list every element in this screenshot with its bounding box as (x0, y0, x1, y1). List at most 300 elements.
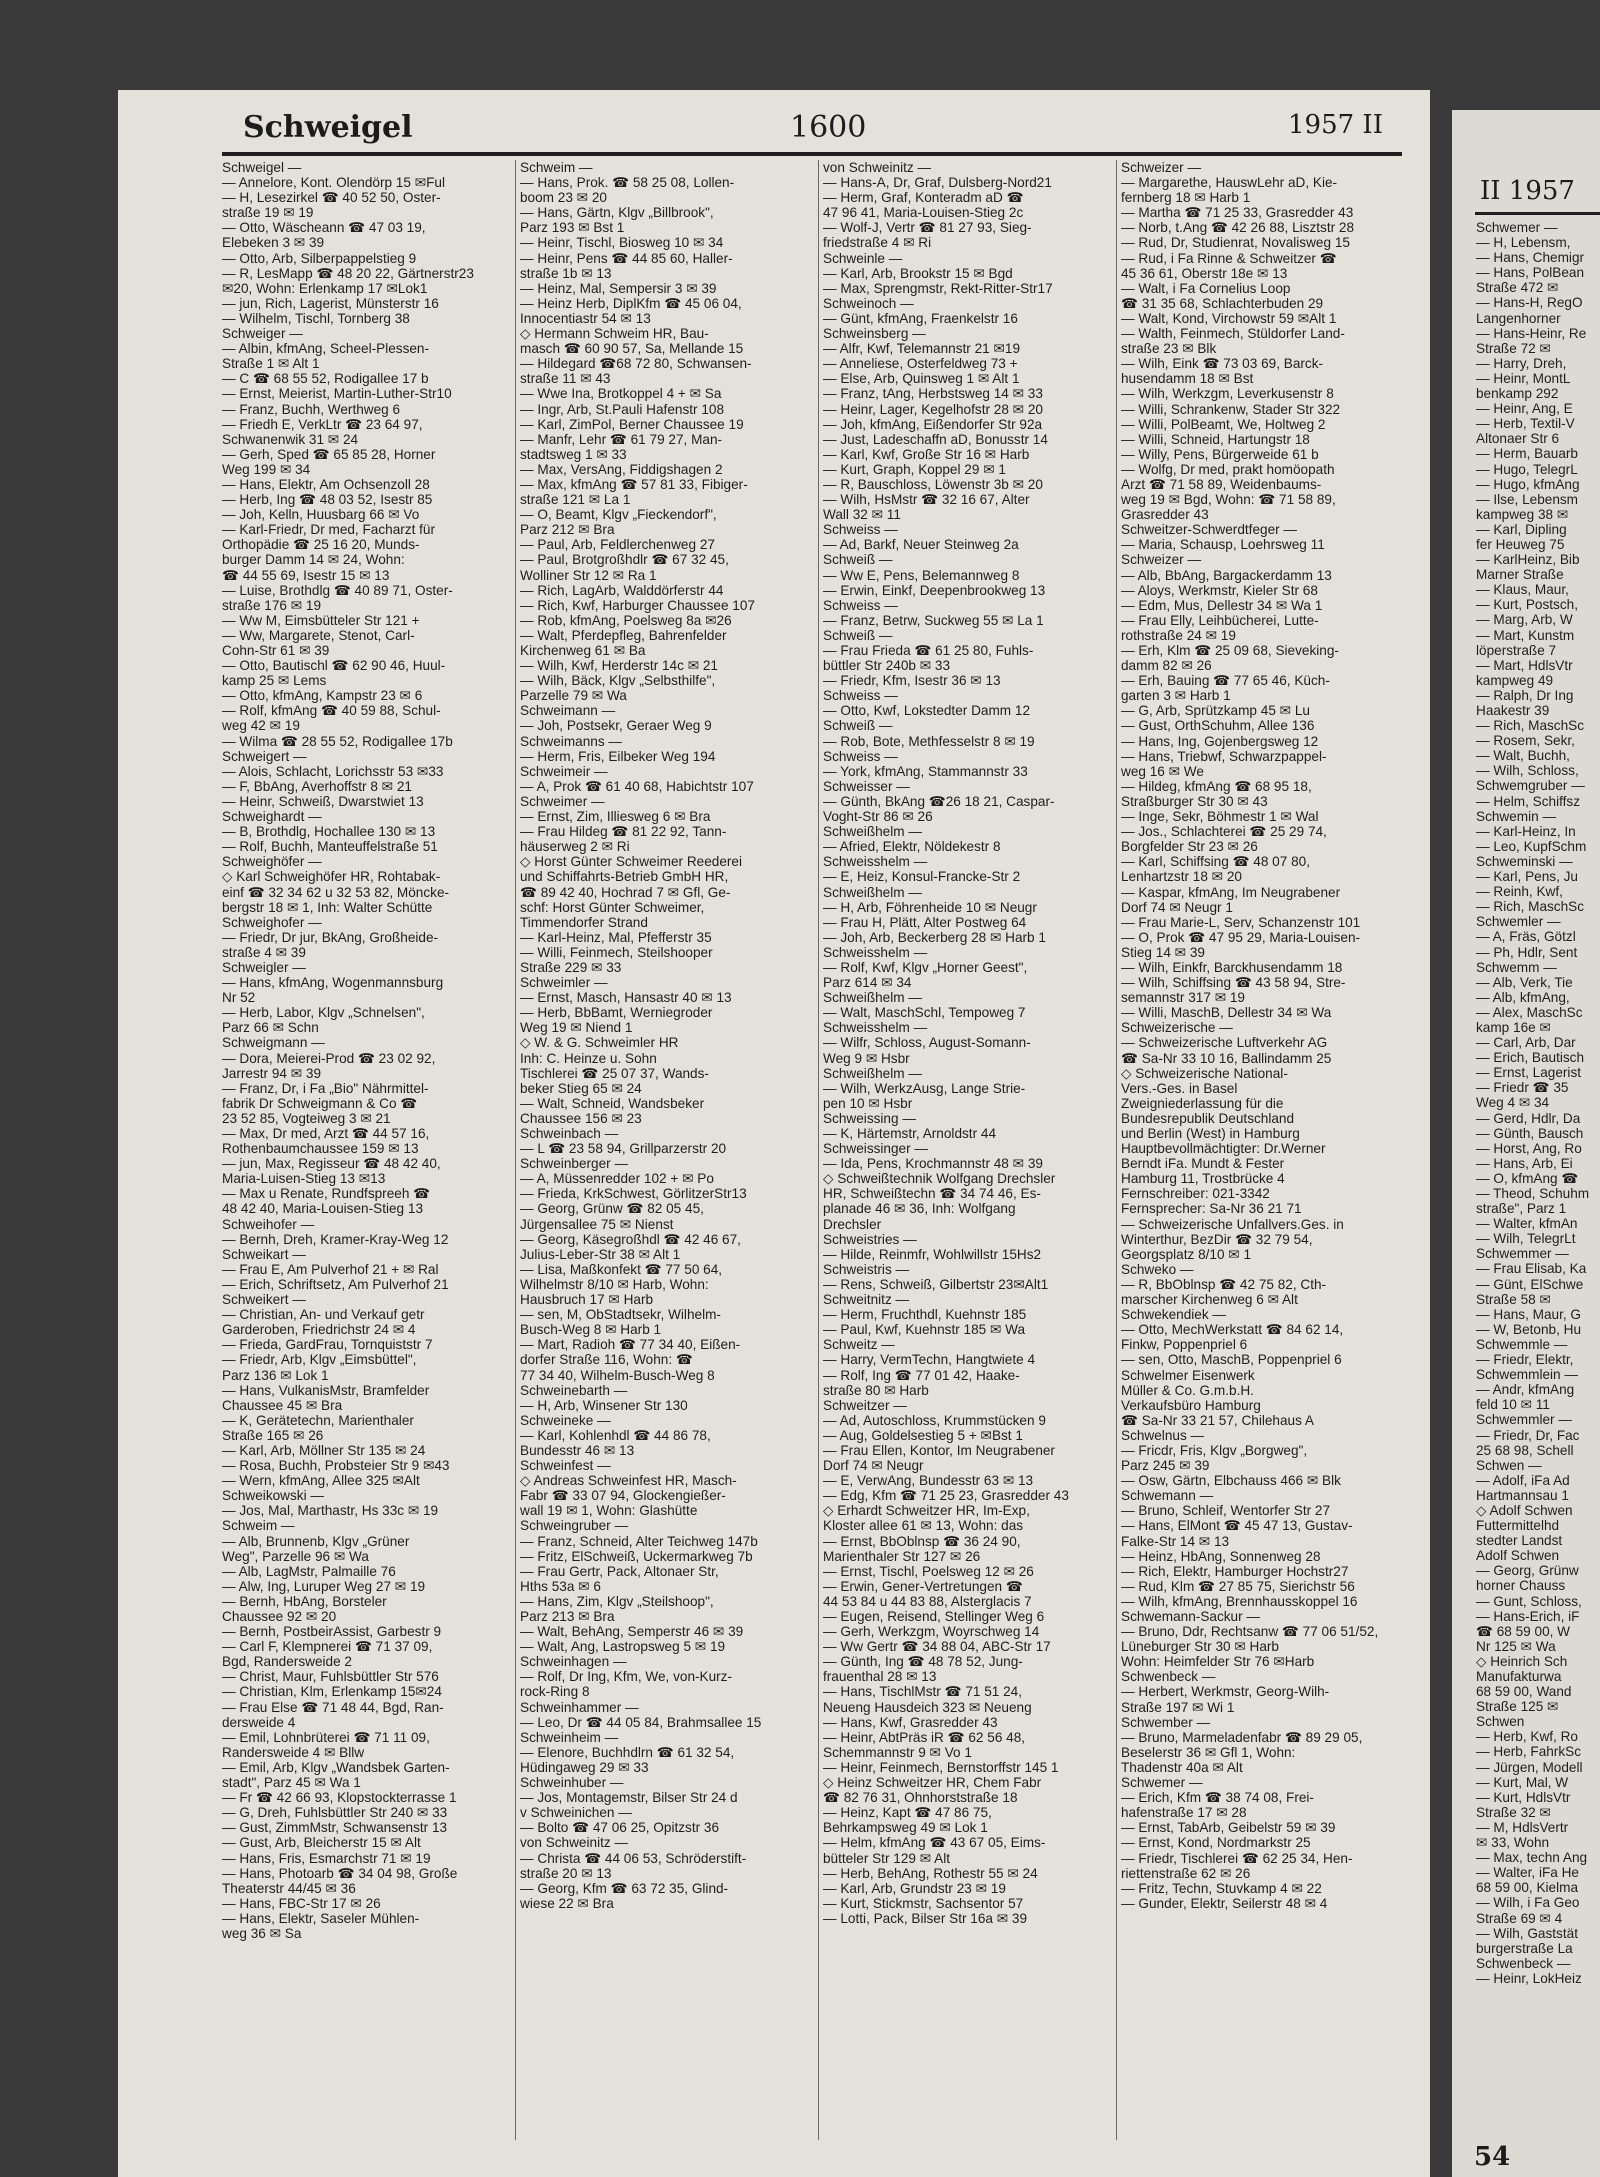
directory-entry-line: Wolliner Str 12 ✉ Ra 1 (520, 567, 657, 583)
header-rule (222, 152, 1402, 156)
directory-entry-line: stadt", Parz 45 ✉ Wa 1 (222, 1775, 361, 1791)
directory-entry-line: — Norb, t.Ang ☎ 42 26 88, Lisztstr 28 (1121, 220, 1355, 236)
directory-entry-line: — Wilh, i Fa Geo (1476, 1895, 1580, 1911)
directory-entry-line: Schwen — (1476, 1457, 1542, 1473)
directory-entry-line: — Alw, Ing, Luruper Weg 27 ✉ 19 (222, 1578, 426, 1594)
directory-entry-line: — Helm, Schiffsz (1476, 793, 1580, 809)
directory-entry-line: — Rob, Bote, Methfesselstr 8 ✉ 19 (823, 733, 1035, 749)
directory-entry-line: — Heinr, Tischl, Biosweg 10 ✉ 34 (520, 235, 724, 251)
directory-entry-line: — Dora, Meierei-Prod ☎ 23 02 92, (222, 1050, 436, 1066)
directory-entry-line: Schweissinger — (823, 1141, 929, 1157)
directory-entry-line: — B, Brothdlg, Hochallee 130 ✉ 13 (222, 824, 436, 840)
directory-entry-line: Schweminski — (1476, 853, 1573, 869)
directory-entry-line: Straßburger Str 30 ✉ 43 (1121, 793, 1268, 809)
directory-entry-line: — R, Bauschloss, Löwenstr 3b ✉ 20 (823, 476, 1043, 492)
directory-entry-line: — Paul, Kwf, Kuehnstr 185 ✉ Wa (823, 1322, 1026, 1338)
directory-entry-line: Fabr ☎ 33 07 94, Glockengießer- (520, 1488, 726, 1504)
directory-entry-line: — Herb, Ing ☎ 48 03 52, Isestr 85 (222, 492, 433, 508)
directory-entry-line: — Rud, Dr, Studienrat, Novalisweg 15 (1121, 235, 1350, 251)
directory-entry-line: HR, Schweißtechn ☎ 34 74 46, Es- (823, 1186, 1041, 1202)
directory-entry-line: — Ernst, Meierist, Martin-Luther-Str10 (222, 386, 452, 402)
directory-entry-line: — Ww Gertr ☎ 34 88 04, ABC-Str 17 (823, 1639, 1051, 1655)
directory-entry-line: — Jos., Schlachterei ☎ 25 29 74, (1121, 824, 1327, 840)
directory-entry-line: Kirchenweg 61 ✉ Ba (520, 643, 646, 658)
directory-entry-line: — Wilh, Werkzgm, Leverkusenstr 8 (1121, 386, 1334, 402)
directory-entry-line: — Walt, MaschSchl, Tempoweg 7 (823, 1005, 1026, 1021)
directory-entry-line: — M, HdlsVertr (1476, 1819, 1569, 1835)
directory-entry-line: — Jos, Montagemstr, Bilser Str 24 d (520, 1790, 738, 1806)
directory-entry-line: — Emil, Arb, Klgv „Wandsbek Garten- (222, 1759, 450, 1775)
directory-entry-line: marscher Kirchenweg 6 ✉ Alt (1121, 1292, 1298, 1308)
directory-entry-line: Schwemin — (1476, 808, 1557, 824)
directory-entry-line: — Rud, Klm ☎ 27 85 75, Sierichstr 56 (1121, 1578, 1355, 1594)
directory-entry-line: Randersweide 4 ✉ Bllw (222, 1744, 365, 1760)
directory-entry-line: Marienthaler Str 127 ✉ 26 (823, 1548, 981, 1564)
directory-entry-line: — Maria, Schausp, Loehrsweg 11 (1121, 537, 1325, 553)
directory-entry-line: — K, Gerätetechn, Marienthaler (222, 1412, 414, 1428)
directory-entry-line: — E, VerwAng, Bundesstr 63 ✉ 13 (823, 1473, 1034, 1489)
directory-entry-line: — Erwin, Gener-Vertretungen ☎ (823, 1578, 1023, 1594)
directory-entry-line: — Walter, iFa He (1476, 1865, 1579, 1881)
directory-entry-line: — Bolto ☎ 47 06 25, Opitzstr 36 (520, 1820, 720, 1836)
directory-entry-line: Schwemmer — (1476, 1246, 1569, 1262)
directory-entry-line: — Aloys, Werkmstr, Kieler Str 68 (1121, 582, 1318, 598)
directory-entry-line: Straße 58 ✉ (1476, 1291, 1551, 1307)
directory-entry-line: Parz 66 ✉ Schn (222, 1020, 319, 1036)
directory-entry-line: Schwemer — (1121, 1775, 1203, 1791)
directory-entry-line: Hüdingaweg 29 ✉ 33 (520, 1759, 649, 1775)
directory-entry-line: — Willi, Schneid, Hartungstr 18 (1121, 431, 1310, 447)
directory-entry-line: Behrkampsweg 49 ✉ Lok 1 (823, 1820, 988, 1836)
directory-entry-line: Schweißhelm — (823, 1065, 922, 1081)
directory-entry-line: — Gunder, Elektr, Seilerstr 48 ✉ 4 (1121, 1895, 1328, 1911)
directory-entry-line: Drechsler (823, 1216, 882, 1232)
directory-entry-line: Schweim — (520, 160, 593, 175)
directory-entry-line: — Afried, Elektr, Nöldekestr 8 (823, 839, 1001, 855)
directory-entry-line: — Heinr, Lager, Kegelhofstr 28 ✉ 20 (823, 401, 1043, 417)
directory-entry-line: — R, LesMapp ☎ 48 20 22, Gärtnerstr23 (222, 265, 474, 281)
directory-entry-line: — Wilh, Kwf, Herderstr 14c ✉ 21 (520, 658, 718, 674)
directory-entry-line: Schweihofer — (222, 1216, 315, 1232)
directory-entry-line: — Jos, Mal, Marthastr, Hs 33c ✉ 19 (222, 1503, 439, 1519)
directory-entry-line: Schweisshelm — (823, 1020, 928, 1036)
directory-entry-line: — Willi, Schrankenw, Stader Str 322 (1121, 401, 1341, 417)
directory-entry-line: — Joh, Postsekr, Geraer Weg 9 (520, 718, 712, 734)
directory-entry-line: — Max, Sprengmstr, Rekt-Ritter-Str17 (823, 280, 1053, 296)
directory-entry-line: kampweg 38 ✉ (1476, 506, 1569, 522)
directory-entry-line: — Ernst, Zim, Illiesweg 6 ✉ Bra (520, 809, 711, 825)
directory-entry-line: Schweiss — (823, 748, 898, 764)
directory-entry-line: — Joh, Kelln, Huusbarg 66 ✉ Vo (222, 507, 420, 523)
directory-entry-line: Schweiß — (823, 552, 893, 568)
directory-entry-line: Schwelmer Eisenwerk (1121, 1367, 1255, 1383)
directory-entry-line: Garderoben, Friedrichstr 24 ✉ 4 (222, 1322, 416, 1338)
directory-entry-line: — Karl-Friedr, Dr med, Facharzt für (222, 522, 436, 538)
directory-entry-line: — Kurt, Graph, Koppel 29 ✉ 1 (823, 461, 1006, 477)
directory-entry-line: — Carl, Arb, Dar (1476, 1035, 1576, 1051)
directory-entry-line: — Frieda, KrkSchwest, GörlitzerStr13 (520, 1186, 747, 1202)
directory-entry-line: — Walter, kfmAn (1476, 1216, 1578, 1232)
directory-entry-line: — Erh, Klm ☎ 25 09 68, Sieveking- (1121, 643, 1339, 658)
directory-entry-line: — Friedr, Tischlerei ☎ 62 25 34, Hen- (1121, 1850, 1353, 1866)
directory-entry-line: — Walt, BehAng, Semperstr 46 ✉ 39 (520, 1624, 744, 1640)
directory-entry-line: Parz 245 ✉ 39 (1121, 1458, 1210, 1474)
directory-entry-line: straße 80 ✉ Harb (823, 1382, 929, 1398)
directory-entry-line: — Hans, PolBean (1476, 265, 1585, 281)
directory-entry-line: Straße 229 ✉ 33 (520, 959, 622, 975)
directory-entry-line: Wilhelmstr 8/10 ✉ Harb, Wohn: (520, 1276, 709, 1292)
directory-entry-line: Cohn-Str 61 ✉ 39 (222, 643, 330, 658)
directory-entry-line: Schweim — (222, 1518, 295, 1534)
directory-entry-line: — Andr, kfmAng (1476, 1382, 1575, 1398)
directory-entry-line: — Hans, Elektr, Am Ochsenzoll 28 (222, 476, 430, 492)
directory-entry-line: Schemmannstr 9 ✉ Vo 1 (823, 1744, 972, 1760)
directory-entry-line: Schweitzer — (823, 1397, 907, 1413)
directory-entry-line: — Herm, Bauarb (1476, 446, 1578, 462)
directory-entry-line: — Karl, Pens, Ju (1476, 869, 1578, 885)
directory-entry-line: Hamburg 11, Trostbrücke 4 (1121, 1171, 1285, 1187)
directory-entry-line: — Alb, LagMstr, Palmaille 76 (222, 1563, 396, 1579)
directory-entry-line: — Leo, KupfSchm (1476, 838, 1587, 854)
directory-entry-line: Schwember — (1121, 1714, 1211, 1730)
directory-entry-line: Parz 212 ✉ Bra (520, 522, 615, 538)
directory-entry-line: Chaussee 45 ✉ Bra (222, 1397, 343, 1413)
directory-entry-line: — Rolf, Dr Ing, Kfm, We, von-Kurz- (520, 1669, 733, 1685)
directory-entry-line: — Edg, Kfm ☎ 71 25 23, Grasredder 43 (823, 1488, 1069, 1504)
directory-entry-line: Schweißhelm — (823, 990, 922, 1006)
column-4 (1121, 160, 1406, 2160)
directory-entry-line: weg 16 ✉ We (1121, 763, 1204, 779)
directory-entry-line: — Friedr, Arb, Klgv „Eimsbüttel", (222, 1352, 417, 1368)
directory-entry-line: Straße 72 ✉ (1476, 340, 1551, 356)
directory-entry-line: — Hans, Ing, Gojenbergsweg 12 (1121, 733, 1319, 749)
directory-entry-line: — Hans-H, RegO (1476, 295, 1583, 311)
directory-entry-line: — A, Müssenredder 102 + ✉ Po (520, 1171, 714, 1187)
directory-entry-line: — Christ, Maur, Fuhlsbüttler Str 576 (222, 1669, 439, 1685)
directory-entry-line: — Bernh, PostbeirAssist, Garbestr 9 (222, 1624, 442, 1640)
directory-entry-line: Schwenbeck — (1476, 1955, 1571, 1971)
directory-entry-line: — Mart, HdlsVtr (1476, 657, 1573, 673)
directory-entry-line: — Fricdr, Fris, Klgv „Borgweg", (1121, 1442, 1308, 1458)
directory-entry-line: Futtermittelhd (1476, 1518, 1560, 1534)
directory-entry-line: Schweikart — (222, 1246, 306, 1262)
directory-entry-line: — Günt, ElSchwe (1476, 1276, 1584, 1292)
directory-entry-line: dersweide 4 (222, 1714, 296, 1730)
directory-entry-line: — Harry, Dreh, (1476, 355, 1567, 371)
directory-entry-line: — Wolf-J, Vertr ☎ 81 27 93, Sieg- (823, 220, 1032, 236)
directory-entry-line: straße 19 ✉ 19 (222, 205, 314, 221)
directory-entry-line: Nr 52 (222, 990, 256, 1006)
facing-page-rule (1475, 212, 1600, 215)
column-1 (222, 160, 474, 2160)
directory-entry-line: — Ww, Margarete, Stenot, Carl- (222, 627, 415, 643)
directory-entry-line: ☎ 31 35 68, Schlachterbuden 29 (1121, 295, 1324, 311)
directory-entry-line: — Heinr, Pens ☎ 44 85 60, Haller- (520, 250, 733, 266)
directory-entry-line: — Ad, Autoschloss, Krummstücken 9 (823, 1412, 1046, 1428)
directory-entry-line: Parz 213 ✉ Bra (520, 1609, 615, 1624)
directory-entry-line: — Wilh, HsMstr ☎ 32 16 67, Alter (823, 492, 1030, 508)
directory-entry-line: rock-Ring 8 (520, 1684, 590, 1700)
directory-entry-line: Straße 125 ✉ (1476, 1699, 1559, 1715)
facing-page-column (1476, 220, 1600, 2170)
directory-entry-line: — Herb, Textil-V (1476, 416, 1575, 432)
directory-entry-line: Parz 136 ✉ Lok 1 (222, 1367, 329, 1383)
directory-entry-line: — Herb, BbBamt, Werniegroder (520, 1005, 713, 1021)
directory-entry-line: ☎ 68 59 00, W (1476, 1623, 1571, 1639)
directory-entry-line: Hartmannsau 1 (1476, 1487, 1569, 1503)
directory-entry-line: weg 42 ✉ 19 (222, 718, 300, 734)
directory-entry-line: — Rob, kfmAng, Poelsweg 8a ✉26 (520, 612, 732, 628)
directory-entry-line: — Wolfg, Dr med, prakt homöopath (1121, 461, 1335, 477)
directory-entry-line: — Gust, ZimmMstr, Schwansenstr 13 (222, 1820, 448, 1836)
directory-entry-line: — Gust, OrthSchuhm, Allee 136 (1121, 718, 1315, 734)
directory-entry-line: ◇ Schweizerische National- (1121, 1065, 1288, 1081)
directory-entry-line: — Marg, Arb, W (1476, 612, 1573, 628)
directory-entry-line: ◇ Heinrich Sch (1476, 1653, 1568, 1669)
directory-entry-line: Schweizer — (1121, 552, 1202, 568)
directory-entry-line: — Ernst, Masch, Hansastr 40 ✉ 13 (520, 990, 732, 1006)
directory-entry-line: Schweiss — (823, 597, 898, 613)
directory-entry-line: — Wilhelm, Tischl, Tornberg 38 (222, 310, 410, 326)
directory-entry-line: — O, Prok ☎ 47 95 29, Maria-Louisen- (1121, 929, 1361, 945)
directory-entry-line: — Wilh, Einkfr, Barckhusendamm 18 (1121, 959, 1343, 975)
directory-entry-line: — Carl F, Klempnerei ☎ 71 37 09, (222, 1639, 433, 1655)
directory-entry-line: 77 34 40, Wilhelm-Busch-Weg 8 (520, 1367, 715, 1383)
directory-entry-line: — Hugo, kfmAng (1476, 476, 1580, 492)
column-divider (1116, 160, 1117, 2140)
directory-entry-line: — Bernh, HbAng, Borsteler (222, 1593, 387, 1609)
directory-entry-line: 47 96 41, Maria-Louisen-Stieg 2c (823, 205, 1024, 221)
directory-entry-line: — Rolf, kfmAng ☎ 40 59 88, Schul- (222, 703, 441, 719)
directory-entry-line: Wall 32 ✉ 11 (823, 507, 901, 523)
directory-entry-line: boom 23 ✉ 20 (520, 190, 607, 206)
directory-entry-line: Schwemler — (1476, 914, 1561, 930)
directory-entry-line: — Frau Ellen, Kontor, Im Neugrabener (823, 1442, 1055, 1458)
directory-entry-line: — Otto, kfmAng, Kampstr 23 ✉ 6 (222, 688, 423, 704)
directory-entry-line: — L ☎ 23 58 94, Grillparzerstr 20 (520, 1141, 727, 1157)
directory-entry-line: — Erh, Bauing ☎ 77 65 46, Küch- (1121, 673, 1330, 689)
directory-entry-line: — Wilh, Schiffsing ☎ 43 58 94, Stre- (1121, 975, 1346, 991)
directory-entry-line: Schwekendiek — (1121, 1307, 1227, 1323)
directory-entry-line: — Rens, Schweiß, Gilbertstr 23✉Alt1 (823, 1276, 1049, 1292)
directory-entry-line: Schweitnitz — (823, 1292, 910, 1308)
running-head: Schweigel (243, 110, 413, 145)
directory-entry-line: — Mart, Radioh ☎ 77 34 40, Eißen- (520, 1337, 741, 1353)
directory-entry-line: — Heinr, LokHeiz (1476, 1970, 1582, 1986)
directory-entry-line: — Max u Renate, Rundfspreeh ☎ (222, 1186, 431, 1202)
directory-entry-line: Altonaer Str 6 (1476, 431, 1560, 447)
directory-entry-line: Haakestr 39 (1476, 703, 1550, 718)
directory-entry-line: Schwemmler — (1476, 1412, 1572, 1428)
directory-entry-line: — Hans, Zim, Klgv „Steilshoop", (520, 1593, 714, 1609)
directory-entry-line: — Fritz, ElSchweiß, Uckermarkweg 7b (520, 1548, 753, 1564)
directory-entry-line: Schweißhelm — (823, 884, 922, 900)
directory-entry-line: — Rosem, Sekr, (1476, 733, 1575, 749)
directory-entry-line: — Hans, Triebwf, Schwarzpappel- (1121, 748, 1327, 764)
directory-entry-line: straße", Parz 1 (1476, 1201, 1567, 1217)
directory-entry-line: — Frau H, Plätt, Alter Postweg 64 (823, 914, 1027, 930)
directory-entry-line: Langenhorner (1476, 310, 1561, 326)
directory-entry-line: — K, Härtemstr, Arnoldstr 44 (823, 1126, 997, 1141)
directory-entry-line: rothstraße 24 ✉ 19 (1121, 627, 1236, 643)
directory-entry-line: Zweigniederlassung für die (1121, 1095, 1284, 1111)
directory-entry-line: — Rolf, Ing ☎ 77 01 42, Haake- (823, 1367, 1020, 1383)
directory-entry-line: — Edm, Mus, Dellestr 34 ✉ Wa 1 (1121, 597, 1323, 613)
directory-entry-line: — Wilh, kfmAng, Brennhausskoppel 16 (1121, 1593, 1358, 1609)
directory-entry-line: Schwemgruber — (1476, 778, 1585, 794)
directory-entry-line: — Paul, Arb, Feldlerchenweg 27 (520, 537, 715, 553)
directory-entry-line: — Karl, Arb, Grundstr 23 ✉ 19 (823, 1880, 1006, 1896)
directory-entry-line: Schweiss — (823, 522, 898, 538)
directory-entry-line: Weg 4 ✉ 34 (1476, 1095, 1550, 1111)
directory-entry-line: Schwemmle — (1476, 1336, 1568, 1352)
directory-entry-line: Schweinbach — (520, 1126, 619, 1141)
directory-entry-line: — Hans, kfmAng, Wogenmannsburg (222, 975, 444, 991)
directory-entry-line: — Theod, Schuhm (1476, 1186, 1590, 1201)
directory-entry-line: — Christian, Klm, Erlenkamp 15✉24 (222, 1684, 442, 1700)
directory-entry-line: — Ernst, BbOblnsp ☎ 36 24 90, (823, 1533, 1021, 1549)
directory-entry-line: straße 23 ✉ Blk (1121, 341, 1217, 357)
directory-entry-line: Straße 197 ✉ Wi 1 (1121, 1699, 1235, 1715)
directory-entry-line: — Willy, Pens, Bürgerweide 61 b (1121, 446, 1319, 462)
directory-entry-line: Parzelle 79 ✉ Wa (520, 688, 627, 704)
directory-entry-line: — Kurt, Mal, W (1476, 1774, 1569, 1790)
directory-entry-line: — Erwin, Einkf, Deepenbrookweg 13 (823, 582, 1046, 598)
directory-entry-line: ◇ Andreas Schweinfest HR, Masch- (520, 1473, 737, 1489)
directory-entry-line: — Franz, tAng, Herbstsweg 14 ✉ 33 (823, 386, 1043, 402)
directory-entry-line: — Hans, Elektr, Saseler Mühlen- (222, 1910, 420, 1926)
directory-entry-line: — Lisa, Maßkonfekt ☎ 77 50 64, (520, 1261, 723, 1277)
directory-entry-line: Schweimanns — (520, 733, 622, 749)
directory-entry-line: Arzt ☎ 71 58 89, Weidenbaums- (1121, 476, 1322, 492)
directory-entry-line: Schweitzer-Schwerdtfeger — (1121, 522, 1298, 538)
directory-entry-line: Dorf 74 ✉ Neugr (823, 1458, 924, 1474)
directory-entry-line: Schweizerische — (1121, 1020, 1233, 1036)
directory-entry-line: Finkw, Poppenpriel 6 (1121, 1337, 1248, 1353)
directory-entry-line: — Ilse, Lebensm (1476, 491, 1578, 507)
directory-entry-line: Parz 614 ✉ 34 (823, 975, 912, 991)
directory-entry-line: — Hans-Heinr, Re (1476, 325, 1587, 341)
directory-entry-line: Thadenstr 40a ✉ Alt (1121, 1759, 1243, 1775)
directory-entry-line: Schweinebarth — (520, 1382, 628, 1398)
directory-entry-line: straße 4 ✉ 39 (222, 944, 306, 960)
directory-entry-line: — Franz, Dr, i Fa „Bio" Nährmittel- (222, 1080, 429, 1096)
directory-entry-line: — Heinz, Kapt ☎ 47 86 75, (823, 1805, 992, 1821)
directory-entry-line: — Alb, kfmAng, (1476, 989, 1570, 1005)
directory-entry-line: — Heinr, Ang, E (1476, 401, 1573, 417)
directory-entry-line: — Alex, MaschSc (1476, 1004, 1583, 1020)
directory-entry-line: kampweg 49 (1476, 672, 1554, 688)
directory-entry-line: — Georg, Grünw (1476, 1563, 1579, 1579)
directory-entry-line: — Frieda, GardFrau, Tornquiststr 7 (222, 1337, 433, 1353)
directory-entry-line: fabrik Dr Schweigmann & Co ☎ (222, 1095, 418, 1111)
directory-entry-line: — Max, kfmAng ☎ 57 81 33, Fibiger- (520, 476, 748, 492)
directory-entry-line: — Otto, Bautischl ☎ 62 90 46, Huul- (222, 658, 446, 674)
directory-entry-line: Schweigert — (222, 748, 307, 764)
directory-entry-line: Nr 125 ✉ Wa (1476, 1638, 1556, 1654)
directory-entry-line: ◇ Karl Schweighöfer HR, Rohtabak- (222, 869, 441, 885)
directory-entry-line: — Heinz Herb, DiplKfm ☎ 45 06 04, (520, 295, 742, 311)
directory-entry-line: — Ralph, Dr Ing (1476, 687, 1574, 703)
directory-entry-line: — Ph, Hdlr, Sent (1476, 944, 1578, 960)
directory-entry-line: straße 11 ✉ 43 (520, 371, 611, 387)
directory-entry-line: — Hildeg, kfmAng ☎ 68 95 18, (1121, 778, 1312, 794)
directory-entry-line: Berndt iFa. Mundt & Fester (1121, 1156, 1285, 1172)
directory-entry-line: garten 3 ✉ Harb 1 (1121, 688, 1231, 704)
directory-entry-line: Schweinhagen — (520, 1654, 627, 1670)
directory-entry-line: Schweighöfer — (222, 854, 322, 870)
directory-entry-line: Parz 193 ✉ Bst 1 (520, 220, 625, 236)
directory-entry-line: 44 53 84 u 44 83 88, Alsterglacis 7 (823, 1593, 1032, 1609)
directory-entry-line: — Ida, Pens, Krochmannstr 48 ✉ 39 (823, 1156, 1043, 1172)
directory-entry-line: straße 20 ✉ 13 (520, 1865, 612, 1881)
directory-entry-line: Bundesstr 46 ✉ 13 (520, 1442, 635, 1458)
directory-entry-line: Borgfelder Str 23 ✉ 26 (1121, 839, 1258, 855)
directory-entry-line: — Harry, VermTechn, Hangtwiete 4 (823, 1352, 1036, 1368)
directory-entry-line: — Walt, Kond, Virchowstr 59 ✉Alt 1 (1121, 310, 1337, 326)
directory-entry-line: — Anneliese, Osterfeldweg 73 + (823, 356, 1018, 372)
directory-entry-line: ✉ 33, Wohn (1476, 1835, 1550, 1851)
directory-entry-line: — Rolf, Kwf, Klgv „Horner Geest", (823, 959, 1028, 975)
directory-entry-line: Adolf Schwen (1476, 1548, 1560, 1564)
directory-entry-line: — Frau Gertr, Pack, Altonaer Str, (520, 1563, 719, 1579)
directory-entry-line: Straße 69 ✉ 4 (1476, 1910, 1563, 1926)
directory-entry-line: Schwemm — (1476, 959, 1557, 975)
directory-entry-line: Weg 19 ✉ Niend 1 (520, 1020, 633, 1036)
directory-entry-line: Winterthur, BezDir ☎ 32 79 54, (1121, 1231, 1313, 1247)
directory-entry-line: — Erich, Bautisch (1476, 1050, 1585, 1066)
directory-entry-line: — A, Prok ☎ 61 40 68, Habichtstr 107 (520, 778, 754, 794)
directory-entry-line: Schweinle — (823, 250, 903, 266)
directory-entry-line: — Georg, Grünw ☎ 82 05 45, (520, 1201, 704, 1217)
directory-entry-line: — Ernst, Tischl, Poelsweg 12 ✉ 26 (823, 1563, 1034, 1579)
directory-entry-line: — Heinr, MontL (1476, 370, 1571, 386)
directory-entry-line: Schweighofer — (222, 914, 322, 930)
directory-entry-line: ☎ Sa-Nr 33 21 57, Chilehaus A (1121, 1412, 1315, 1428)
directory-entry-line: Bgd, Randersweide 2 (222, 1654, 352, 1670)
directory-entry-line: feld 10 ✉ 11 (1476, 1397, 1550, 1413)
directory-entry-line: — Karl-Heinz, Mal, Pfefferstr 35 (520, 929, 712, 945)
directory-entry-line: weg 19 ✉ Bgd, Wohn: ☎ 71 58 89, (1121, 492, 1336, 508)
directory-entry-line: — Herb, Labor, Klgv „Schnelsen", (222, 1005, 425, 1021)
directory-entry-line: — Wilh, Gaststät (1476, 1925, 1578, 1941)
column-2 (520, 160, 762, 2160)
directory-entry-line: benkamp 292 (1476, 386, 1559, 402)
directory-entry-line: — Kurt, Postsch, (1476, 597, 1578, 613)
directory-entry-line: — Karl, Arb, Brookstr 15 ✉ Bgd (823, 265, 1013, 281)
directory-entry-line: Schweiss — (823, 688, 898, 704)
directory-entry-line: Schweigler — (222, 959, 306, 975)
directory-entry-line: Wohn: Heimfelder Str 76 ✉Harb (1121, 1654, 1315, 1670)
directory-entry-line: — Rud, i Fa Rinne & Schweitzer ☎ (1121, 250, 1337, 266)
directory-entry-line: Schwanenwik 31 ✉ 24 (222, 431, 359, 447)
directory-entry-line: — Rich, MaschSc (1476, 899, 1585, 915)
directory-entry-line: — Erich, Schriftsetz, Am Pulverhof 21 (222, 1276, 449, 1292)
directory-entry-line: ☎ 89 42 40, Hochrad 7 ✉ Gfl, Ge- (520, 884, 731, 900)
directory-entry-line: — Ernst, Kond, Nordmarkstr 25 (1121, 1835, 1311, 1851)
directory-entry-line: — Kurt, HdlsVtr (1476, 1789, 1571, 1805)
directory-entry-line: pen 10 ✉ Hsbr (823, 1095, 913, 1111)
directory-entry-line: Verkaufsbüro Hamburg (1121, 1397, 1261, 1413)
directory-entry-line: Schweisser — (823, 778, 910, 794)
directory-entry-line: Schwenbeck — (1121, 1669, 1216, 1685)
directory-entry-line: — Herm, Fris, Eilbeker Weg 194 (520, 748, 716, 764)
directory-entry-line: — Martha ☎ 71 25 33, Grasredder 43 (1121, 205, 1354, 221)
directory-entry-line: — Franz, Schneid, Alter Teichweg 147b (520, 1533, 758, 1549)
directory-entry-line: — Adolf, iFa Ad (1476, 1472, 1570, 1488)
directory-entry-line: Neueng Hausdeich 323 ✉ Neueng (823, 1699, 1032, 1715)
directory-entry-line: Schweinheim — (520, 1729, 619, 1745)
